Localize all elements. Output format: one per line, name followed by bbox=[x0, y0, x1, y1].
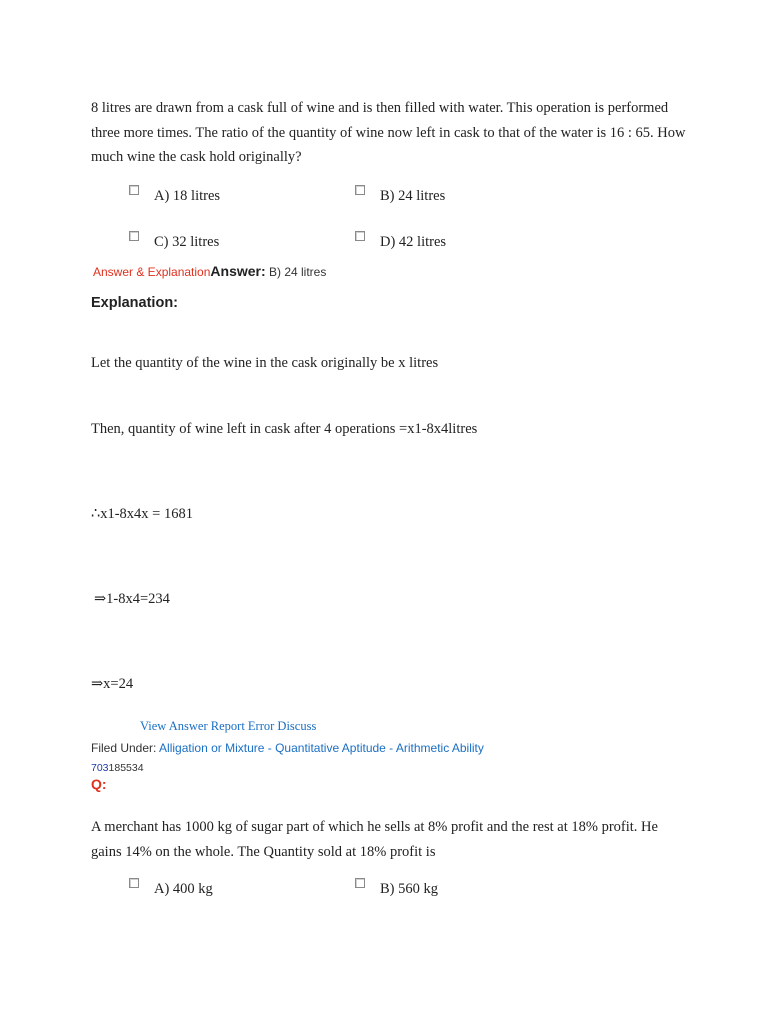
option-c-checkbox[interactable] bbox=[129, 231, 139, 241]
option-d-checkbox[interactable] bbox=[355, 231, 365, 241]
option-a-checkbox[interactable] bbox=[129, 185, 139, 195]
answer-value: B) 24 litres bbox=[268, 265, 327, 279]
question-1-text: 8 litres are drawn from a cask full of wine and is then filled with water. This operation is performed three more times. The ratio of the quantity of wine now left in cask to that of the water is 16 : 65. How much wine the cask hold originally? bbox=[91, 100, 686, 165]
filed-under bbox=[91, 741, 484, 755]
category-link-2[interactable]: Quantitative Aptitude bbox=[275, 741, 386, 755]
answer-explanation-link[interactable]: Answer & Explanation bbox=[93, 265, 211, 279]
category-separator-2: - bbox=[385, 741, 396, 755]
option-d-label: D) 42 litres bbox=[380, 234, 447, 250]
question-id-prefix: 703 bbox=[91, 762, 109, 774]
filed-under-label: Filed Under: bbox=[91, 741, 157, 755]
answer-label: Answer: bbox=[210, 263, 266, 279]
category-link-1[interactable]: Alligation or Mixture bbox=[159, 741, 265, 755]
explanation-line-1: Let the quantity of the wine in the cask originally be x litres bbox=[91, 355, 439, 371]
q2-option-a-label: A) 400 kg bbox=[154, 881, 213, 897]
option-c-label: C) 32 litres bbox=[154, 234, 220, 250]
option-a-label: A) 18 litres bbox=[154, 188, 221, 204]
option-b-checkbox[interactable] bbox=[355, 185, 365, 195]
option-b-label: B) 24 litres bbox=[380, 188, 446, 204]
q2-option-a-checkbox[interactable] bbox=[129, 878, 139, 888]
category-separator-1: - bbox=[264, 741, 276, 755]
q2-option-b-label: B) 560 kg bbox=[380, 881, 438, 897]
question-id-suffix: 185534 bbox=[108, 762, 144, 774]
discuss-link[interactable]: Discuss bbox=[277, 719, 317, 733]
answer-row bbox=[93, 263, 326, 281]
question-id bbox=[91, 762, 144, 774]
explanation-line-5: ⇒x=24 bbox=[91, 676, 134, 692]
action-links bbox=[140, 719, 316, 734]
explanation-line-4: ⇒1-8x4=234 bbox=[94, 591, 170, 607]
view-answer-link[interactable]: View Answer bbox=[140, 719, 208, 733]
question-2-text: A merchant has 1000 kg of sugar part of which he sells at 8% profit and the rest at 18% profit. He gains 14% on the whole. The Quantity sold at 18% profit is bbox=[91, 819, 658, 860]
q2-option-b-checkbox[interactable] bbox=[355, 878, 365, 888]
explanation-line-2: Then, quantity of wine left in cask after 4 operations =x1-8x4litres bbox=[91, 421, 478, 437]
question-2-label: Q: bbox=[91, 776, 107, 792]
category-link-3[interactable]: Arithmetic Ability bbox=[395, 741, 484, 755]
explanation-heading: Explanation: bbox=[91, 295, 179, 311]
explanation-line-3: ∴x1-8x4x = 1681 bbox=[91, 506, 193, 522]
report-error-link[interactable]: Report Error bbox=[210, 719, 275, 733]
